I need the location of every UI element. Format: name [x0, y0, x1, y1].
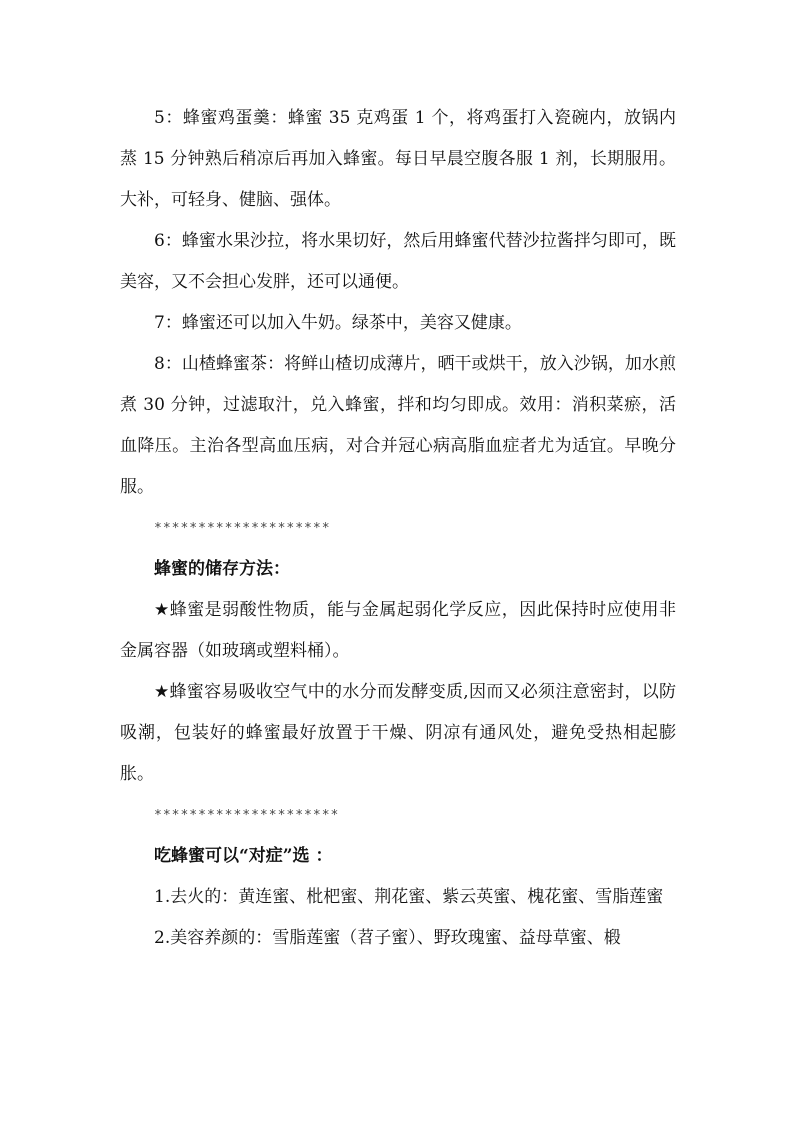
- storage-item-2-text: 蜂蜜容易吸收空气中的水分而发酵变质,因而又必须注意密封，以防吸潮，包装好的蜂蜜最好放置于干燥、阴凉有通风处，避免受热相起膨胀。: [120, 682, 676, 784]
- storage-item-1-text: 蜂蜜是弱酸性物质，能与金属起弱化学反应，因此保持时应使用非金属容器（如玻璃或塑料桶）。: [120, 600, 676, 661]
- storage-item-1: [120, 590, 676, 672]
- recipe-paragraph-6: 6：蜂蜜水果沙拉，将水果切好，然后用蜂蜜代替沙拉酱拌匀即可，既美容，又不会担心发胖，还可以通便。: [120, 231, 676, 292]
- separator-line: *********************: [154, 808, 340, 823]
- recipe-paragraph-7: 7：蜂蜜还可以加入牛奶。绿茶中，美容又健康。: [154, 313, 522, 333]
- symptoms-item-2: 2.美容养颜的：雪脂莲蜜（苕子蜜）、野玫瑰蜜、益母草蜜、椴: [154, 928, 621, 948]
- star-icon: ★: [154, 600, 170, 620]
- symptoms-heading: 吃蜂蜜可以“对症”选 ：: [154, 846, 333, 866]
- star-icon: ★: [154, 682, 170, 702]
- symptoms-item-1: 1.去火的：黄连蜜、枇杷蜜、荆花蜜、紫云英蜜、槐花蜜、雪脂莲蜜: [154, 887, 664, 907]
- recipe-paragraph-8: 8：山楂蜂蜜茶：将鲜山楂切成薄片，晒干或烘干，放入沙锅，加水煎煮 30 分钟，过滤取汁，兑入蜂蜜，拌和均匀即成。效用：消积菜瘀，活血降压。主治各型高血压病，对合并冠心病高脂血症者尤为适宜。早晚分服。: [120, 354, 676, 497]
- recipe-paragraph-5: 5：蜂蜜鸡蛋羹：蜂蜜 35 克鸡蛋 1 个，将鸡蛋打入瓷碗内，放锅内蒸 15 分钟熟后稍凉后再加入蜂蜜。每日早晨空腹各服 1 剂，长期服用。大补，可轻身、健脑、强体。: [120, 108, 676, 210]
- document-body: [120, 98, 676, 959]
- separator-line: ********************: [154, 521, 331, 536]
- storage-item-2: [120, 672, 676, 795]
- storage-heading: 蜂蜜的储存方法：: [154, 559, 290, 579]
